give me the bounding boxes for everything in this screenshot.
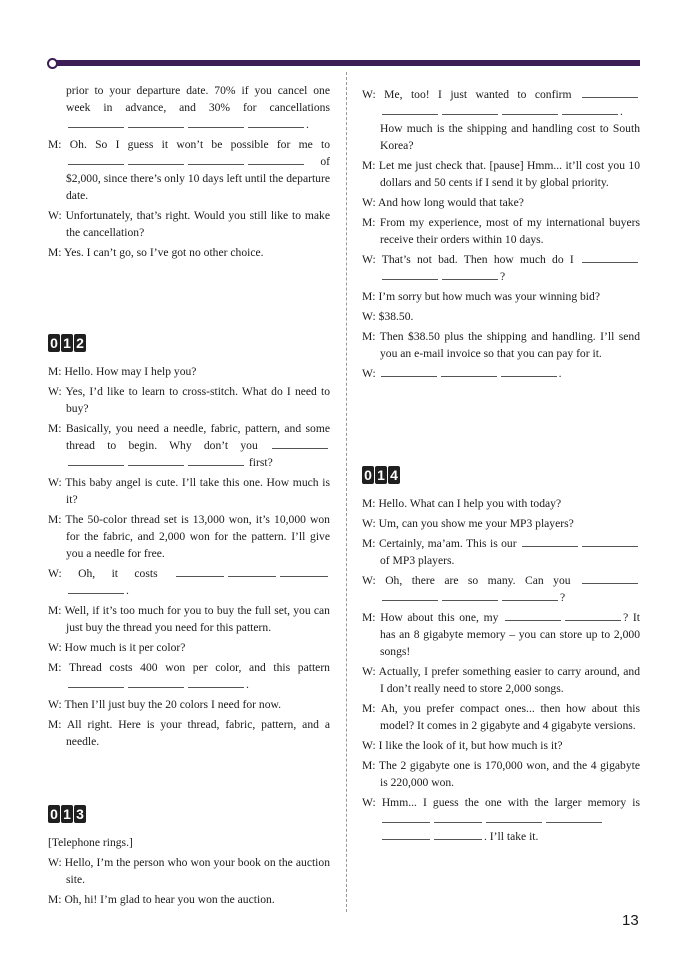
dialogue-line: M: Oh. So I guess it won’t be possible for me to of $2,000, since there’s only 10 days left until the departure date. bbox=[48, 138, 330, 202]
left-column bbox=[48, 82, 330, 264]
dialogue-line: M: The 2 gigabyte one is 170,000 won, and the 4 gigabyte is 220,000 won. bbox=[362, 759, 640, 789]
dialogue-line: [Telephone rings.] bbox=[48, 836, 133, 849]
right-column bbox=[362, 86, 640, 385]
dialogue-line: W: And how long would that take? bbox=[362, 196, 524, 209]
dialogue-line: M: I’m sorry but how much was your winning bid? bbox=[362, 290, 600, 303]
column-divider bbox=[346, 72, 347, 912]
dialogue-line: M: From my experience, most of my international buyers receive their orders within 10 days. bbox=[362, 216, 640, 246]
dialogue-line: M: Hello. What can I help you with today? bbox=[362, 497, 562, 510]
dialogue-line: W: Actually, I prefer something easier to carry around, and I don’t really need to store 2,000 songs. bbox=[362, 665, 640, 695]
dialogue-line: M: Let me just check that. [pause] Hmm... it’ll cost you 10 dollars and 50 cents if I send it by global priority. bbox=[362, 159, 640, 189]
dialogue-line: W: . bbox=[362, 367, 562, 380]
dialogue-line: M: Thread costs 400 won per color, and this pattern . bbox=[48, 661, 330, 691]
dialogue-line: M: Oh, hi! I’m glad to hear you won the auction. bbox=[48, 893, 275, 906]
section-014 bbox=[362, 466, 640, 848]
page-number: 13 bbox=[622, 912, 639, 929]
dialogue-line: W: Hello, I’m the person who won your book on the auction site. bbox=[48, 856, 330, 886]
dialogue-line: M: Yes. I can’t go, so I’ve got no other choice. bbox=[48, 246, 264, 259]
dialogue-line: M: Certainly, ma’am. This is our of MP3 players. bbox=[362, 535, 640, 569]
section-badge: 0 1 3 bbox=[48, 805, 87, 824]
dialogue-line: W: I like the look of it, but how much is it? bbox=[362, 739, 563, 752]
dialogue-line: W: Hmm... I guess the one with the larger memory is . I’ll take it. bbox=[362, 796, 641, 843]
dialogue-line: M: The 50-color thread set is 13,000 won, it’s 10,000 won for the fabric, and 2,000 won for the pattern. I’ll give you a needle for free. bbox=[48, 513, 330, 560]
dialogue-line: W: Unfortunately, that’s right. Would you still like to make the cancellation? bbox=[48, 209, 330, 239]
dialogue-line: M: Ah, you prefer compact ones... then how about this model? It comes in 2 gigabyte and 4 gigabyte versions. bbox=[362, 702, 640, 732]
section-badge: 0 1 2 bbox=[48, 334, 87, 353]
dialogue-line: W: How much is it per color? bbox=[48, 641, 186, 654]
section-012 bbox=[48, 334, 330, 753]
dialogue-line: prior to your departure date. 70% if you cancel one week in advance, and 30% for cancellations . bbox=[66, 84, 330, 131]
dialogue-line: W: Me, too! I just wanted to confirm . How much is the shipping and handling cost to South Korea? bbox=[362, 88, 640, 152]
dialogue-line: W: Um, can you show me your MP3 players? bbox=[362, 517, 574, 530]
dialogue-line: M: Well, if it’s too much for you to buy the full set, you can just buy the thread you need for this pattern. bbox=[48, 604, 330, 634]
header-bullet-icon bbox=[47, 58, 58, 69]
dialogue-line: W: $38.50. bbox=[362, 310, 414, 323]
dialogue-line: M: Then $38.50 plus the shipping and handling. I’ll send you an e-mail invoice so that you can pay for it. bbox=[362, 330, 640, 360]
dialogue-line: M: Hello. How may I help you? bbox=[48, 365, 197, 378]
dialogue-line: W: Then I’ll just buy the 20 colors I need for now. bbox=[48, 698, 282, 711]
dialogue-line: W: Oh, there are so many. Can you ? bbox=[362, 572, 640, 606]
dialogue-line: W: This baby angel is cute. I’ll take this one. How much is it? bbox=[48, 476, 330, 506]
header-bar bbox=[55, 60, 640, 66]
dialogue-line: M: How about this one, my ? It has an 8 gigabyte memory – you can store up to 2,000 songs! bbox=[362, 611, 640, 658]
dialogue-line: W: Oh, it costs . bbox=[48, 565, 330, 599]
dialogue-line: M: All right. Here is your thread, fabric, pattern, and a needle. bbox=[48, 718, 330, 748]
dialogue-line: W: Yes, I’d like to learn to cross-stitch. What do I need to buy? bbox=[48, 385, 330, 415]
section-013 bbox=[48, 805, 330, 911]
dialogue-line: W: That’s not bad. Then how much do I ? bbox=[362, 251, 640, 285]
section-badge: 0 1 4 bbox=[362, 466, 401, 485]
dialogue-line: M: Basically, you need a needle, fabric, pattern, and some thread to begin. Why don’t you first? bbox=[48, 422, 330, 469]
